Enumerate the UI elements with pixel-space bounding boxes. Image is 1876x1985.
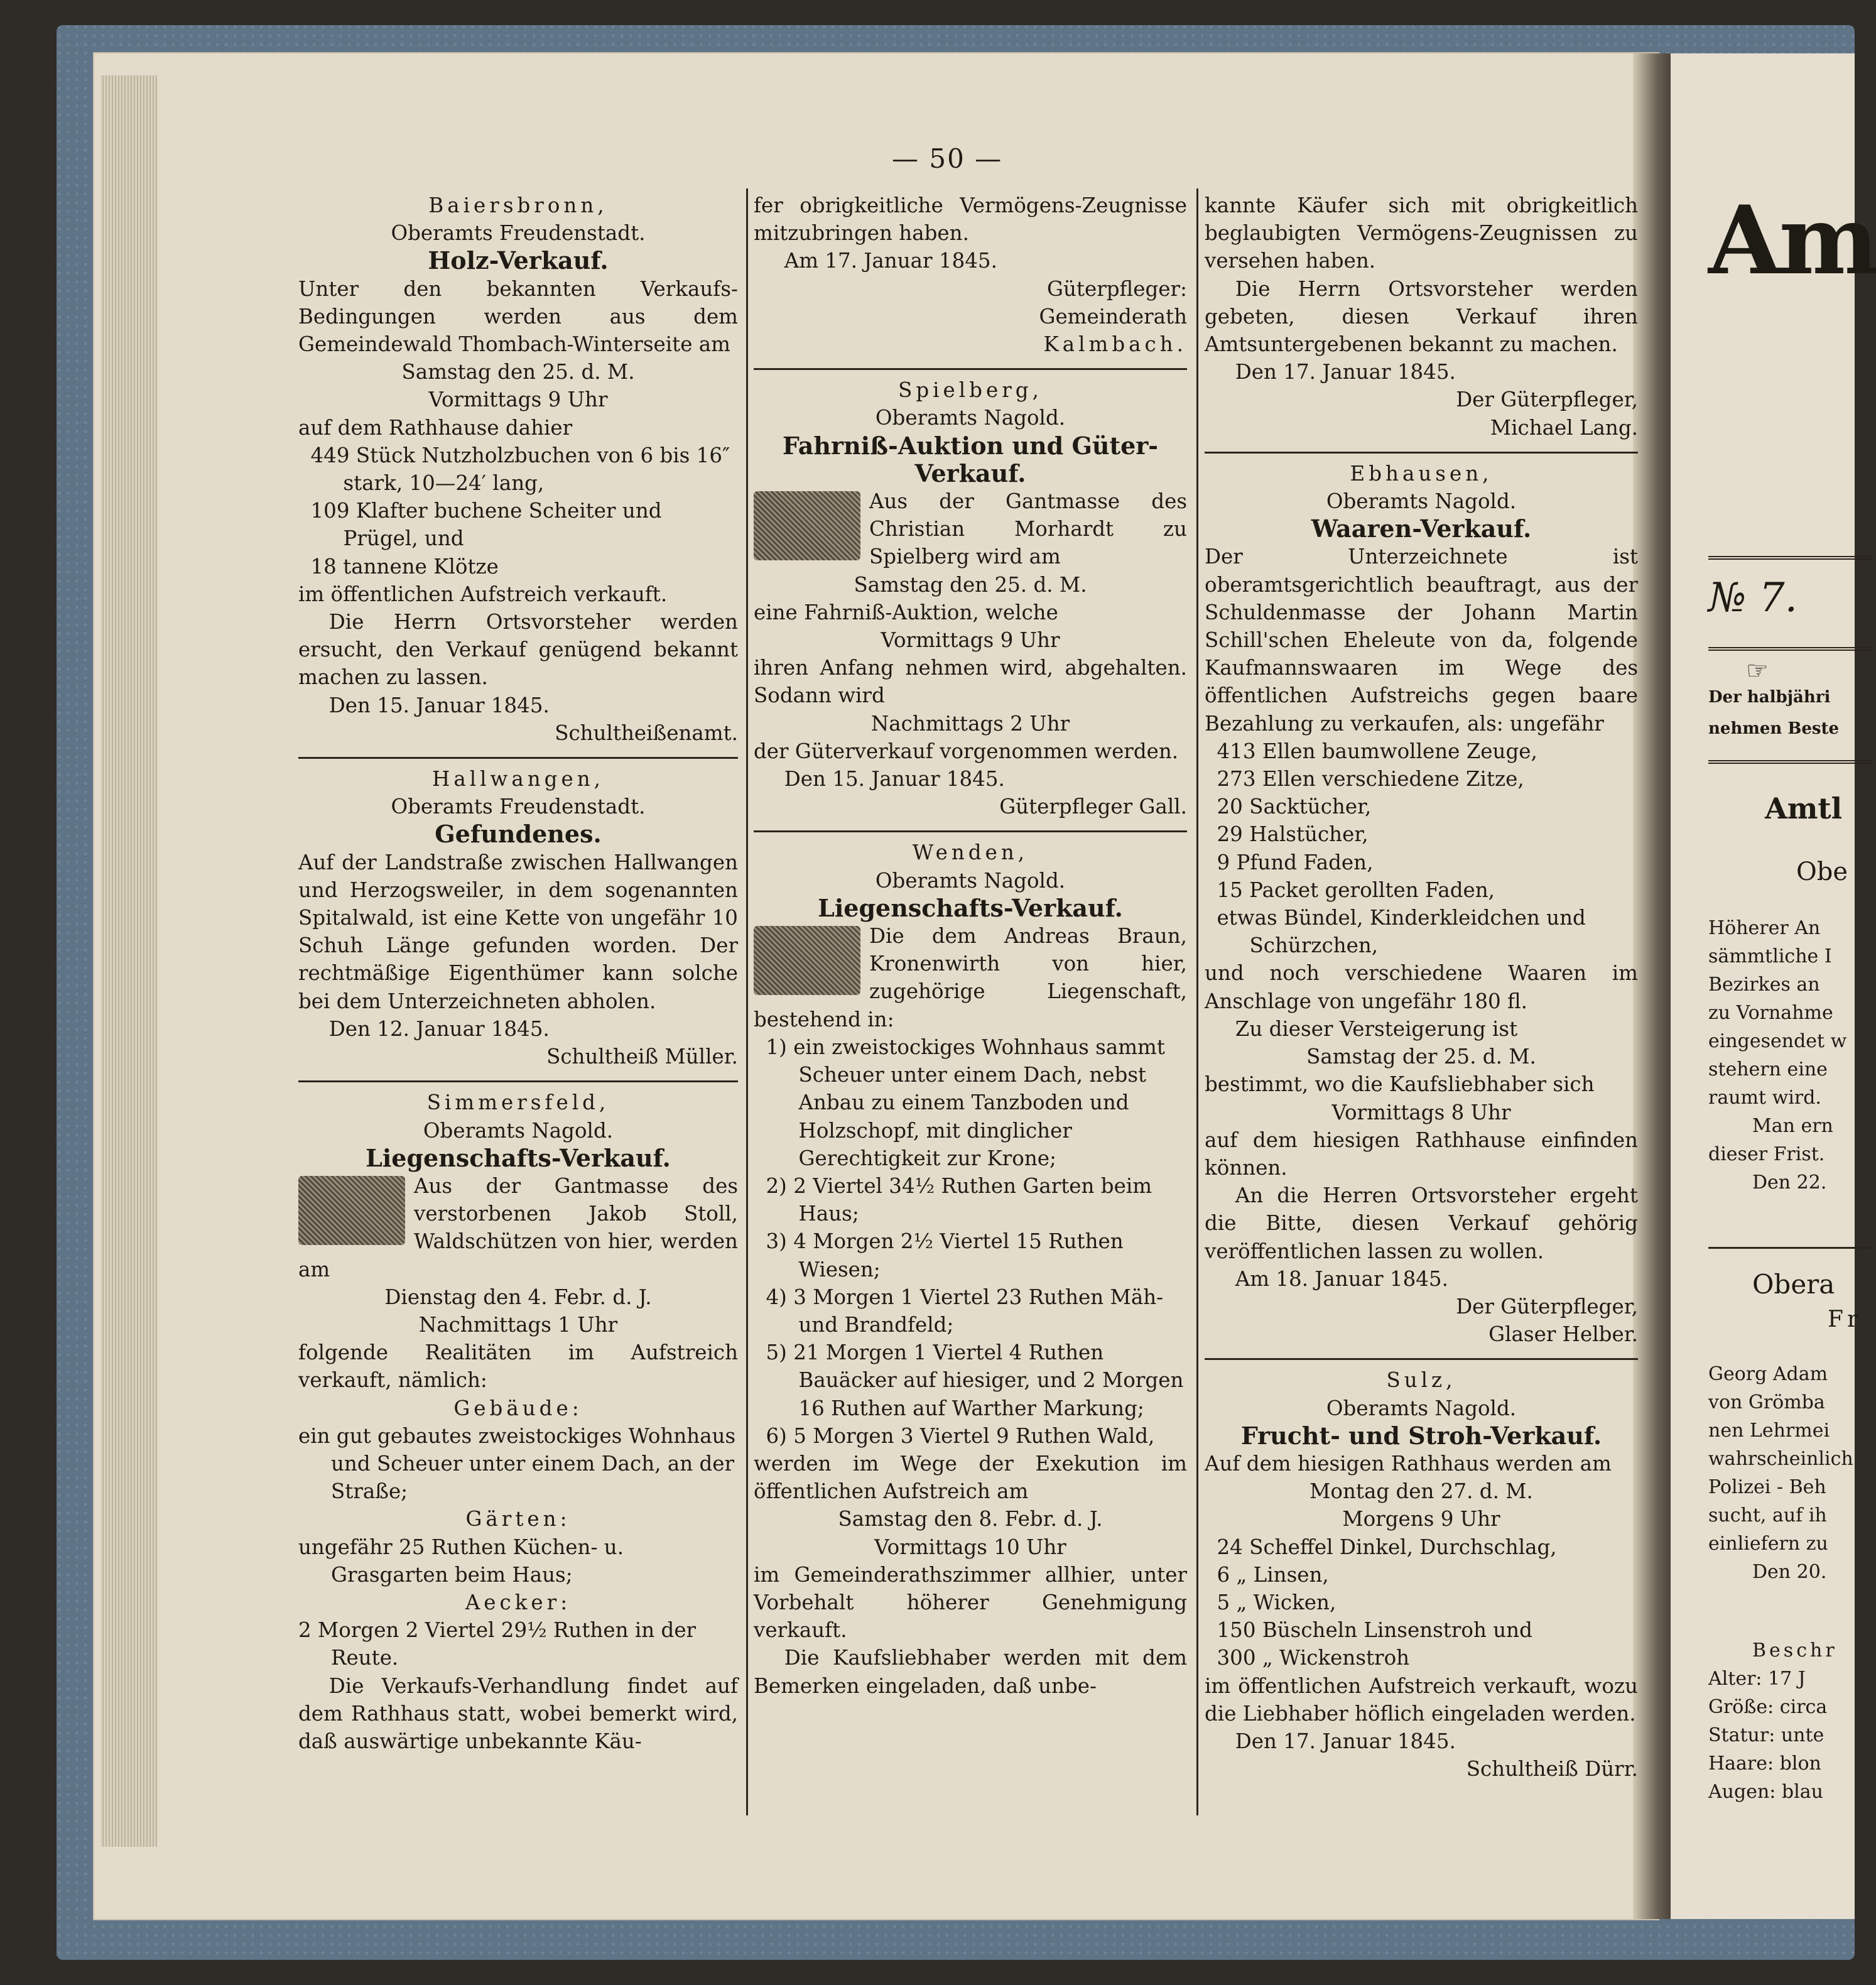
list-item: 5) 21 Morgen 1 Viertel 4 Ruthen Bauäcker auf hiesiger, und 2 Morgen 16 Ruthen auf Warther Markung;: [766, 1341, 1184, 1420]
list-item: 300 „ Wickenstroh: [1217, 1646, 1410, 1670]
notice-signer: Der Güterpfleger,: [1456, 1294, 1638, 1319]
list-item: 1) ein zweistockiges Wohnhaus sammt Scheuer unter einem Dach, nebst Anbau zu einem Tanzboden und Holzschopf, mit dinglicher Gerechtigkeit zur Krone;: [766, 1035, 1165, 1170]
list-item: 15 Packet gerollten Faden,: [1217, 878, 1495, 902]
text-fragment: Georg Adam: [1708, 1363, 1828, 1385]
notice-text: auf dem Rathhause dahier: [298, 415, 573, 440]
notice-text: Die Verkaufs-Verhandlung findet auf dem Rathhaus statt, wobei bemerkt wird, daß auswärtige unbekannte Käu-: [298, 1673, 738, 1753]
text-fragment: Beschr: [1752, 1640, 1838, 1661]
notice-date: Samstag den 25. d. M.: [854, 572, 1087, 597]
notice-text: Die Herrn Ortsvorsteher werden gebeten, diesen Verkauf ihren Amtsuntergebenen bekannt zu machen.: [1205, 276, 1638, 357]
notice-date: Samstag den 25. d. M.: [401, 360, 635, 384]
notice-time: Morgens 9 Uhr: [1342, 1507, 1500, 1531]
notice-text: nehmen Beste: [1708, 719, 1840, 738]
notice-text: kannte Käufer sich mit obrigkeitlich beglaubigten Vermögens-Zeugnissen zu versehen haben.: [1205, 193, 1638, 273]
notice-text: bestimmt, wo die Kaufsliebhaber sich: [1205, 1072, 1595, 1097]
pointing-hand-icon: ☞: [1746, 656, 1769, 685]
notice-dated: Den 15. Januar 1845.: [328, 693, 550, 717]
notice-district: Oberamts Nagold.: [1326, 1396, 1517, 1420]
column-2: [754, 192, 1187, 1700]
notice-place: Sulz,: [1386, 1368, 1456, 1393]
notice-text: der Güterverkauf vorgenommen werden.: [754, 739, 1179, 763]
list-item: 20 Sacktücher,: [1217, 795, 1372, 819]
notice-text: ungefähr 25 Ruthen Küchen- u. Grasgarten beim Haus;: [298, 1535, 624, 1587]
notice-subheading: Aecker:: [465, 1590, 572, 1614]
text-fragment: Augen: blau: [1708, 1781, 1823, 1803]
section-divider: [754, 830, 1187, 832]
section-divider: [1708, 1247, 1872, 1249]
notice-heading: Waaren-Verkauf.: [1311, 514, 1532, 543]
notice-time: Vormittags 10 Uhr: [874, 1535, 1066, 1559]
list-item: 109 Klafter buchene Scheiter und Prügel, und: [310, 499, 662, 551]
notice-dated: Am 18. Januar 1845.: [1235, 1266, 1448, 1291]
notice-dated: Den 17. Januar 1845.: [1235, 1729, 1456, 1753]
notice-signer: Kalmbach.: [1043, 332, 1187, 357]
house-vignette-icon: [754, 926, 860, 995]
text-fragment: Den 22.: [1752, 1172, 1827, 1194]
right-page: [1671, 53, 1876, 1919]
list-item: 6) 5 Morgen 3 Viertel 9 Ruthen Wald,: [766, 1423, 1155, 1448]
list-item: 9 Pfund Faden,: [1217, 850, 1374, 874]
text-fragment: Haare: blon: [1708, 1753, 1821, 1775]
notice-text: folgende Realitäten im Aufstreich verkauft, nämlich:: [298, 1341, 738, 1393]
notice-signer: Güterpfleger:: [1047, 276, 1187, 301]
text-fragment: stehern eine: [1708, 1058, 1828, 1080]
notice-signer: Güterpfleger Gall.: [999, 795, 1187, 819]
notice-signer: Michael Lang.: [1490, 415, 1638, 440]
notice-text: An die Herren Ortsvorsteher ergeht die Bitte, diesen Verkauf gehörig veröffentlichen lassen zu wollen.: [1205, 1183, 1638, 1263]
text-fragment: einliefern zu: [1708, 1533, 1828, 1555]
notice-place: Ebhausen,: [1350, 461, 1493, 486]
text-fragment: Höherer An: [1708, 917, 1821, 939]
column-rule-right: [1196, 188, 1198, 1815]
text-fragment: eingesendet w: [1708, 1030, 1847, 1052]
notice-heading: Gefundenes.: [435, 820, 602, 849]
notice-signer: Glaser Helber.: [1488, 1322, 1638, 1347]
notice-signer: Gemeinderath: [1039, 304, 1187, 329]
notice-time: Vormittags 9 Uhr: [881, 628, 1060, 653]
notice-heading: Holz-Verkauf.: [428, 246, 609, 275]
notice-spielberg: [754, 376, 1187, 820]
list-item: 5 „ Wicken,: [1217, 1590, 1337, 1614]
notice-text: Aus der Gantmasse des Christian Morhardt zu Spielberg wird am: [869, 489, 1187, 569]
list-item: 273 Ellen verschiedene Zitze,: [1217, 767, 1524, 791]
notice-date: Samstag der 25. d. M.: [1306, 1045, 1536, 1069]
notice-text: Der Unterzeichnete ist oberamtsgerichtlich beauftragt, aus der Schuldenmasse der Johann Martin Schill'schen Eheleute von da, folgende Kaufmannswaaren im Wege des öffentlichen Aufstreichs gegen baare Bezahlung zu verkaufen, als: ungefähr: [1205, 545, 1638, 736]
section-divider: [298, 1080, 738, 1082]
notice-place: Baiersbronn,: [428, 193, 608, 217]
notice-heading: Fahrniß-Auktion und Güter-Verkauf.: [782, 431, 1159, 487]
notice-district: Oberamts Freudenstadt.: [391, 795, 646, 819]
text-fragment: Polizei - Beh: [1708, 1476, 1826, 1498]
text-fragment: Größe: circa: [1708, 1696, 1828, 1718]
notice-signer: Der Güterpfleger,: [1456, 388, 1638, 412]
notice-heading: Liegenschafts-Verkauf.: [818, 893, 1123, 922]
masthead-rule: [1708, 760, 1872, 764]
column-1: [298, 192, 738, 1755]
notice-dated: Den 17. Januar 1845.: [1235, 360, 1456, 384]
text-fragment: zu Vornahme: [1708, 1002, 1833, 1024]
notice-text: im Gemeinderathszimmer allhier, unter Vorbehalt höherer Genehmigung verkauft.: [754, 1562, 1187, 1643]
notice-subheading: Gärten:: [465, 1507, 571, 1531]
section-divider: [1205, 452, 1638, 454]
text-fragment: von Grömba: [1708, 1391, 1825, 1413]
list-item: 24 Scheffel Dinkel, Durchschlag,: [1217, 1535, 1557, 1559]
notice-text: Die Herrn Ortsvorsteher werden ersucht, den Verkauf genügend bekannt machen zu lassen.: [298, 610, 738, 690]
notice-time: Vormittags 8 Uhr: [1331, 1100, 1511, 1124]
list-item: 18 tannene Klötze: [310, 554, 499, 579]
notice-place: Hallwangen,: [432, 767, 604, 791]
section-subheading: Fr: [1828, 1307, 1862, 1332]
notice-date: Dienstag den 4. Febr. d. J.: [384, 1285, 652, 1309]
notice-heading: Liegenschafts-Verkauf.: [366, 1143, 671, 1172]
masthead-rule: [1708, 647, 1872, 651]
notice-text: ein gut gebautes zweistockiges Wohnhaus und Scheuer unter einem Dach, an der Straße;: [298, 1423, 736, 1504]
text-fragment: raumt wird.: [1708, 1087, 1821, 1109]
notice-wenden: [754, 839, 1187, 1699]
text-fragment: nen Lehrmei: [1708, 1420, 1830, 1442]
notice-ebhausen: [1205, 460, 1638, 1349]
notice-place: Wenden,: [912, 840, 1029, 865]
notice-district: Oberamts Nagold.: [875, 406, 1066, 430]
notice-time: Nachmittags 2 Uhr: [870, 711, 1070, 736]
notice-signer: Schultheiß Dürr.: [1466, 1757, 1638, 1781]
text-fragment: wahrscheinlich: [1708, 1448, 1853, 1470]
list-item: 449 Stück Nutzholzbuchen von 6 bis 16″ stark, 10—24′ lang,: [310, 443, 730, 496]
notice-text: Auf dem hiesigen Rathhaus werden am: [1205, 1451, 1612, 1476]
notice-text: und noch verschiedene Waaren im Anschlage von ungefähr 180 fl.: [1205, 961, 1638, 1013]
notice-dated: Den 12. Januar 1845.: [328, 1016, 550, 1041]
notice-time: Nachmittags 1 Uhr: [418, 1312, 618, 1337]
notice-text: Zu dieser Versteigerung ist: [1235, 1016, 1518, 1041]
masthead-title: Am: [1708, 185, 1876, 296]
notice-date: Montag den 27. d. M.: [1309, 1479, 1533, 1504]
notice-text: im öffentlichen Aufstreich verkauft.: [298, 582, 668, 606]
notice-text: Unter den bekannten Verkaufs-Bedingungen werden aus dem Gemeindewald Thombach-Winterseite am: [298, 276, 738, 357]
notice-text: eine Fahrniß-Auktion, welche: [754, 600, 1058, 624]
notice-text: Die Kaufsliebhaber werden mit dem Bemerken eingeladen, daß unbe-: [754, 1646, 1187, 1698]
page-number: — 50 —: [892, 143, 1003, 174]
notice-text: Aus der Gantmasse des verstorbenen Jakob Stoll, Waldschützen von hier, werden am: [298, 1173, 738, 1281]
list-item: 29 Halstücher,: [1217, 822, 1369, 847]
section-divider: [298, 757, 738, 759]
list-item: 3) 4 Morgen 2½ Viertel 15 Ruthen Wiesen;: [766, 1229, 1124, 1281]
notice-time: Vormittags 9 Uhr: [428, 388, 608, 412]
notice-text: ihren Anfang nehmen wird, abgehalten. Sodann wird: [754, 656, 1187, 708]
list-item: 2) 2 Viertel 34½ Ruthen Garten beim Haus;: [766, 1173, 1152, 1226]
list-item: 4) 3 Morgen 1 Viertel 23 Ruthen Mäh- und Brandfeld;: [766, 1285, 1164, 1337]
text-fragment: sämmtliche I: [1708, 945, 1832, 967]
text-fragment: Bezirkes an: [1708, 974, 1820, 996]
notice-text: fer obrigkeitliche Vermögens-Zeugnisse mitzubringen haben.: [754, 193, 1187, 246]
notice-text: Auf der Landstraße zwischen Hallwangen und Herzogsweiler, in dem sogenannten Spitalwald, ist eine Kette von ungefähr 10 Schuh Länge gefunden worden. Der rechtmäßige Eigenthümer kann solche bei dem Unterzeichneten abholen.: [298, 850, 738, 1013]
list-item: etwas Bündel, Kinderkleidchen und Schürzchen,: [1217, 906, 1586, 958]
house-vignette-icon: [298, 1176, 405, 1245]
notice-sulz: [1205, 1366, 1638, 1783]
notice-simmersfeld: [298, 1089, 738, 1755]
notice-place: Simmersfeld,: [426, 1090, 610, 1115]
column-3: [1205, 192, 1638, 1783]
notice-dated: Am 17. Januar 1845.: [784, 249, 997, 273]
notice-district: Oberamts Nagold.: [875, 868, 1066, 893]
notice-subheading: Gebäude:: [453, 1396, 583, 1420]
text-fragment: Man ern: [1752, 1115, 1833, 1137]
notice-district: Oberamts Nagold.: [1326, 489, 1517, 514]
notice-text: auf dem hiesigen Rathhause einfinden können.: [1205, 1128, 1638, 1180]
notice-continuation: [754, 192, 1187, 358]
masthead-rule: [1708, 556, 1872, 560]
notice-text: Die dem Andreas Braun, Kronenwirth von hier, zugehörige Liegenschaft, bestehend in:: [754, 924, 1187, 1031]
column-rule-left: [746, 188, 748, 1815]
page-edges: [100, 75, 157, 1847]
section-subheading: Obe: [1796, 857, 1848, 886]
notice-continuation: [1205, 192, 1638, 442]
notice-date: Samstag den 8. Febr. d. J.: [838, 1507, 1103, 1531]
notice-district: Oberamts Freudenstadt.: [391, 221, 646, 246]
notice-text: im öffentlichen Aufstreich verkauft, wozu die Liebhaber höflich eingeladen werden.: [1205, 1673, 1638, 1726]
notice-text: 2 Morgen 2 Viertel 29½ Ruthen in der Reute.: [298, 1618, 697, 1670]
text-fragment: dieser Frist.: [1708, 1143, 1825, 1165]
notice-district: Oberamts Nagold.: [423, 1118, 614, 1143]
text-fragment: Statur: unte: [1708, 1724, 1824, 1746]
notice-baiersbronn: [298, 192, 738, 747]
notice-hallwangen: [298, 765, 738, 1070]
notice-heading: Frucht- und Stroh-Verkauf.: [1240, 1421, 1602, 1450]
auction-vignette-icon: [754, 491, 860, 560]
list-item: 6 „ Linsen,: [1217, 1562, 1329, 1587]
section-heading: Amtl: [1765, 791, 1843, 825]
issue-number: № 7.: [1708, 575, 1797, 621]
section-divider: [754, 368, 1187, 370]
section-subheading: Obera: [1752, 1269, 1835, 1300]
notice-text: Der halbjähri: [1708, 688, 1831, 707]
notice-text: werden im Wege der Exekution im öffentlichen Aufstreich am: [754, 1451, 1187, 1504]
text-fragment: Den 20.: [1752, 1561, 1827, 1583]
notice-place: Spielberg,: [898, 378, 1043, 403]
section-divider: [1205, 1358, 1638, 1360]
list-item: 413 Ellen baumwollene Zeuge,: [1217, 739, 1537, 763]
text-fragment: sucht, auf ih: [1708, 1504, 1827, 1526]
text-fragment: Alter: 17 J: [1708, 1668, 1806, 1690]
notice-dated: Den 15. Januar 1845.: [784, 767, 1005, 791]
list-item: 150 Büscheln Linsenstroh und: [1217, 1618, 1532, 1643]
notice-signer: Schultheiß Müller.: [546, 1045, 738, 1069]
notice-signer: Schultheißenamt.: [555, 721, 738, 745]
